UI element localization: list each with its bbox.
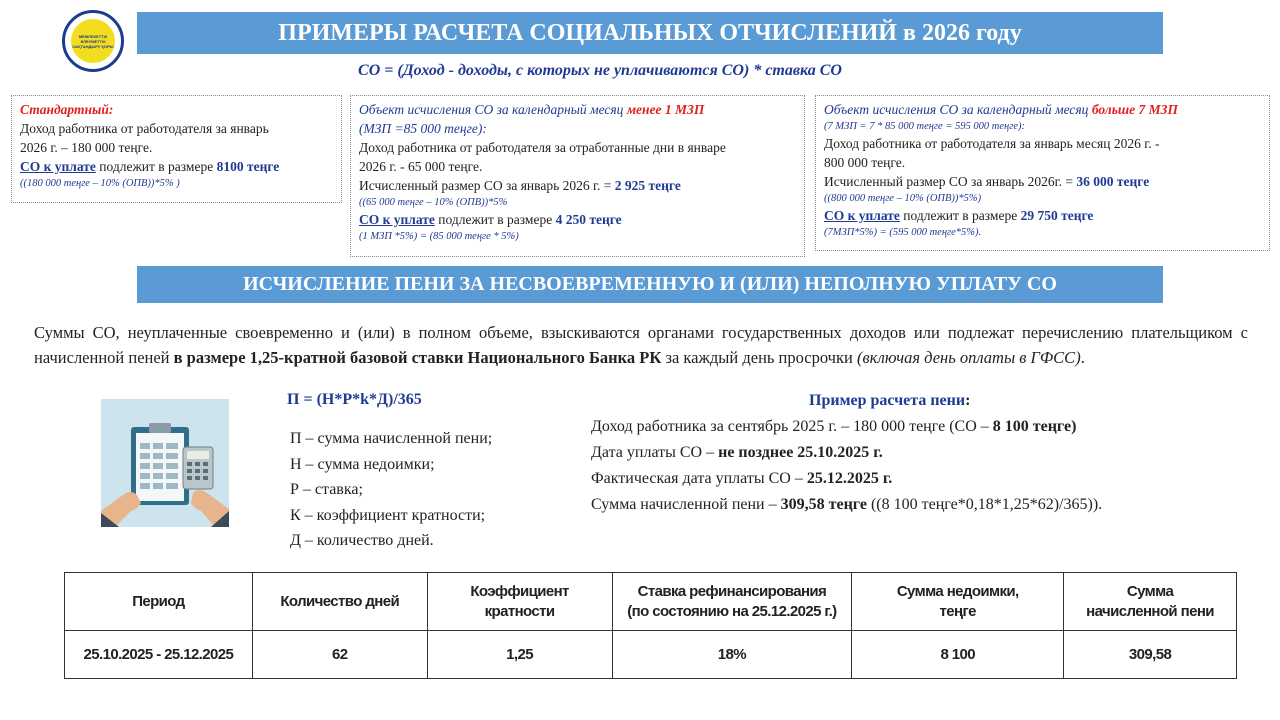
table-header-row	[65, 573, 1237, 631]
example-title-text: Пример расчета пени	[809, 392, 966, 409]
table-cell: 8 100	[852, 631, 1064, 679]
card-line: Доход работника от работодателя за январь месяц 2026 г. -	[824, 136, 1160, 151]
example-line	[591, 492, 1102, 518]
legend-item: Н – сумма недоимки;	[290, 455, 435, 473]
logo-text: МЕМЛЕКЕТТІК ӘЛЕУМЕТТІК САҚТАНДЫРУ ҚОРЫ	[71, 19, 115, 63]
example-bold: 309,58 теңге	[780, 496, 867, 513]
heading-text: Объект исчисления СО за календарный месяц	[824, 102, 1092, 117]
paragraph-end: .	[1080, 348, 1085, 367]
card-note: (МЗП =85 000 теңге):	[359, 121, 487, 136]
example-line	[591, 440, 1102, 466]
main-formula: СО = (Доход - доходы, с которых не уплачиваются СО) * ставка СО	[358, 62, 842, 79]
formula-legend	[290, 426, 492, 554]
penalty-formula: П = (Н*Р*k*Д)/365	[287, 391, 422, 408]
header-line: теңге	[939, 602, 976, 620]
header-line: Сумма недоимки,	[896, 582, 1019, 600]
heading-red: менее 1 МЗП	[626, 102, 705, 117]
table-header	[852, 573, 1064, 631]
card-pay-line	[20, 157, 333, 176]
legend-item: П – сумма начисленной пени;	[290, 430, 493, 447]
example-text: ((8 100 теңге*0,18*1,25*62)/365)).	[866, 496, 1103, 513]
card-line: Доход работника от работодателя за январь	[20, 121, 269, 136]
card-line: 800 000 теңге.	[824, 155, 906, 170]
header-line: Период	[132, 592, 185, 610]
example-bold: 25.12.2025 г.	[806, 470, 893, 487]
table-header	[1064, 573, 1237, 631]
example-bold: не позднее 25.10.2025 г.	[718, 444, 883, 461]
pay-text: подлежит в размере	[899, 208, 1021, 223]
card-below-min	[350, 95, 805, 257]
card-note: (7 МЗП = 7 * 85 000 теңге = 595 000 теңге):	[824, 121, 1025, 132]
pay-link[interactable]: СО к уплате	[824, 208, 900, 223]
card-calc-line	[359, 176, 796, 195]
card-heading: Стандартный:	[20, 102, 114, 117]
paragraph-bold: в размере 1,25-кратной базовой ставки Национального Банка РК	[173, 348, 662, 367]
card-pay-line	[359, 210, 796, 229]
card-pay-formula: (1 МЗП *5%) = (85 000 теңге * 5%)	[359, 231, 519, 242]
example-text: Дата уплаты СО –	[591, 444, 719, 461]
legend-item: К – коэффициент кратности;	[290, 506, 486, 524]
calc-value: 2 925 теңге	[614, 178, 681, 193]
card-line: 2026 г. – 180 000 теңге.	[20, 140, 153, 155]
table-cell: 62	[252, 631, 427, 679]
table-cell: 1,25	[427, 631, 612, 679]
section-title-penalty: ИСЧИСЛЕНИЕ ПЕНИ ЗА НЕСВОЕВРЕМЕННУЮ И (ИЛИ) НЕПОЛНУЮ УПЛАТУ СО	[137, 266, 1163, 303]
pay-amount: 4 250 теңге	[555, 212, 622, 227]
card-heading	[824, 100, 1261, 119]
pay-link[interactable]: СО к уплате	[20, 159, 96, 174]
table-cell: 25.10.2025 - 25.12.2025	[65, 631, 253, 679]
penalty-paragraph	[34, 320, 1248, 370]
example-title	[809, 392, 970, 410]
card-heading	[359, 100, 796, 119]
header-line: кратности	[484, 602, 555, 620]
card-above-max	[815, 95, 1270, 251]
paragraph-text: Суммы СО, неуплаченные своевременно и (или) в полном объеме, взыскиваются органами государственных доходов или подлежат перечислению плательщиком с начисленной пеней	[34, 323, 1248, 367]
legend-item: Д – количество дней.	[290, 532, 434, 549]
pay-link[interactable]: СО к уплате	[359, 212, 435, 227]
example-text: Доход работника за сентябрь 2025 г. – 180 000 теңге (СО –	[591, 418, 993, 435]
penalty-table	[64, 572, 1237, 679]
header-line: Сумма	[1126, 582, 1174, 600]
card-calc-line	[824, 172, 1261, 191]
pay-text: подлежит в размере	[95, 159, 217, 174]
example-text: Сумма начисленной пени –	[591, 496, 781, 513]
card-pay-formula: (7МЗП*5%) = (595 000 теңге*5%).	[824, 227, 982, 238]
table-cell: 18%	[612, 631, 852, 679]
example-title-colon: :	[965, 392, 971, 409]
header-line: (по состоянию на 25.12.2025 г.)	[627, 602, 837, 620]
example-line	[591, 466, 1102, 492]
calc-label: Исчисленный размер СО за январь 2026г. =	[824, 174, 1077, 189]
card-line: 2026 г. - 65 000 теңге.	[359, 159, 483, 174]
calc-label: Исчисленный размер СО за январь 2026 г. =	[359, 178, 615, 193]
pay-amount: 8100 теңге	[216, 159, 280, 174]
page-title: ПРИМЕРЫ РАСЧЕТА СОЦИАЛЬНЫХ ОТЧИСЛЕНИЙ в 2026 году	[137, 12, 1163, 54]
table-header	[612, 573, 852, 631]
card-pay-line	[824, 206, 1261, 225]
example-line	[591, 414, 1102, 440]
card-calc: ((800 000 теңге – 10% (ОПВ))*5%)	[824, 193, 982, 204]
example-bold: 8 100 теңге)	[992, 418, 1077, 435]
heading-text: Объект исчисления СО за календарный месяц	[359, 102, 627, 117]
table-header	[252, 573, 427, 631]
card-calc: ((180 000 теңге – 10% (ОПВ))*5% )	[20, 178, 180, 189]
card-line: Доход работника от работодателя за отработанные дни в январе	[359, 140, 726, 155]
legend-item: Р – ставка;	[290, 481, 363, 498]
table-cell: 309,58	[1064, 631, 1237, 679]
table-row	[65, 631, 1237, 679]
paragraph-italic: (включая день оплаты в ГФСС)	[856, 348, 1081, 367]
clipboard-calculator-illustration	[101, 399, 229, 527]
example-lines	[591, 414, 1102, 518]
header-line: Коэффициент	[470, 582, 569, 600]
header-line: Количество дней	[280, 592, 400, 610]
table-header	[427, 573, 612, 631]
pay-amount: 29 750 теңге	[1020, 208, 1094, 223]
paragraph-text: за каждый день просрочки	[661, 348, 857, 367]
example-text: Фактическая дата уплаты СО –	[591, 470, 807, 487]
pay-text: подлежит в размере	[434, 212, 556, 227]
table-header	[65, 573, 253, 631]
calc-value: 36 000 теңге	[1076, 174, 1150, 189]
heading-red: больше 7 МЗП	[1091, 102, 1178, 117]
header-line: начисленной пени	[1086, 602, 1214, 620]
header-line: Ставка рефинансирования	[637, 582, 827, 600]
card-standard	[11, 95, 342, 203]
card-calc: ((65 000 теңге – 10% (ОПВ))*5%	[359, 197, 508, 208]
